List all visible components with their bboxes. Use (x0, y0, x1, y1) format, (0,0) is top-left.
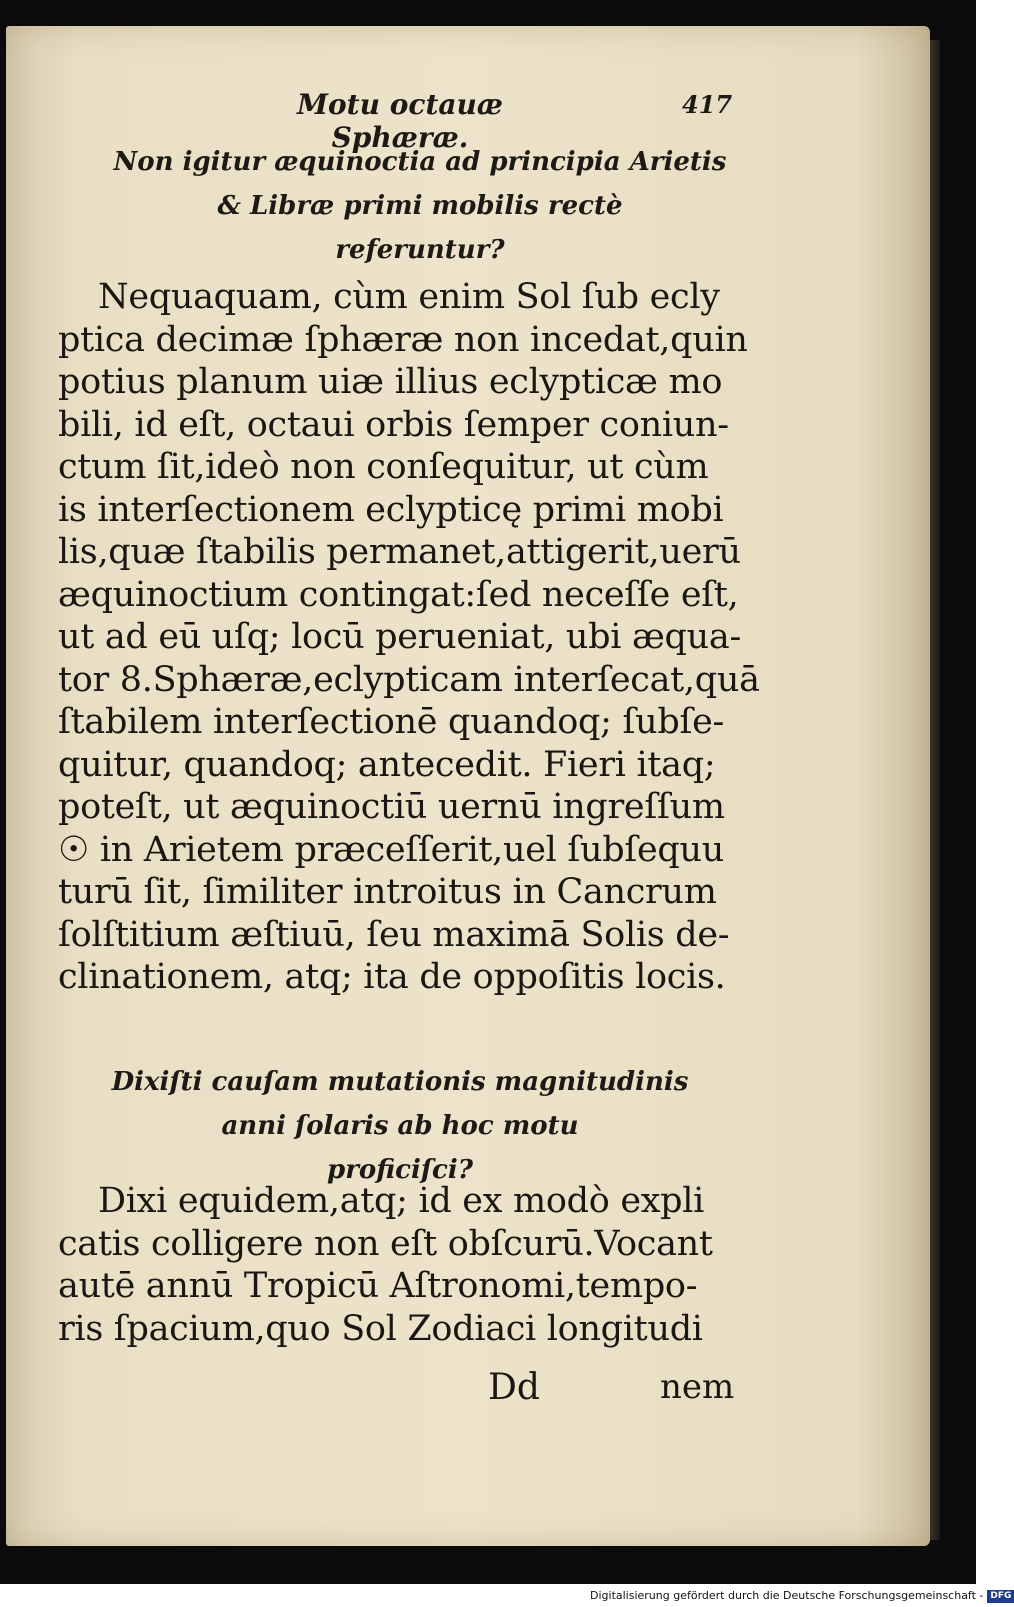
question-heading-2 (90, 1060, 710, 1192)
text-line: poteſt, ut æquinoctiū uernū ingreſſum (58, 787, 725, 827)
text-line: ris ſpacium,quo Sol Zodiaci longitudi (58, 1308, 703, 1349)
text-line: turū ſit, ſimiliter introitus in Cancrum (58, 872, 717, 912)
credit-text: Digitalisierung gefördert durch die Deutsche Forschungsgemeinschaft - (590, 1589, 984, 1602)
page-edge (930, 40, 940, 1540)
text-line: catis colligere non eſt obſcurū.Vocant (58, 1223, 713, 1264)
text-line: ptica decimæ ſphæræ non incedat,quin (58, 319, 748, 360)
text-line: tor 8.Sphæræ,eclypticam interſecat,quā (58, 659, 760, 700)
text-line: quitur, quandoq; antecedit. Fieri itaq; (58, 744, 716, 785)
question-line: proficiſci? (327, 1155, 473, 1185)
text-line: Dixi equidem,atq; id ex modò expli (98, 1181, 705, 1221)
text-line: æquinoctium contingat:ſed neceſſe eſt, (58, 574, 739, 615)
text-line: lis,quæ ſtabilis permanet,attigerit,uerū (58, 532, 741, 572)
text-line: ctum ſit,ideò non conſequitur, ut cùm (58, 447, 709, 487)
text-line: potius planum uiæ illius eclypticæ mo (58, 362, 723, 402)
text-line: ut ad eū uſq; locū perueniat, ubi æqua- (58, 617, 741, 657)
text-line: ſolſtitium æſtiuū, ſeu maximā Solis de- (58, 914, 730, 955)
question-line: & Libræ primi mobilis rectè (217, 191, 623, 221)
page-number: 417 (682, 90, 733, 119)
text-line: ſtabilem interſectionē quandoq; ſubſe- (58, 702, 725, 742)
text-line: ☉ in Arietem præceſſerit,uel ſubſequu (58, 829, 724, 870)
text-line: autē annū Tropicū Aſtronomi,tempo- (58, 1266, 698, 1306)
dfg-logo: DFG (987, 1590, 1014, 1603)
answer-paragraph-1 (58, 276, 760, 999)
answer-paragraph-2 (58, 1180, 748, 1350)
question-heading-1 (110, 140, 730, 272)
text-line: bili, id eſt, octaui orbis ſemper coniun- (58, 404, 729, 445)
text-line: is interſectionem eclypticę primi mobi (58, 489, 724, 530)
text-line: Nequaquam, cùm enim Sol ſub ecly (98, 277, 720, 317)
digitization-credit (590, 1588, 1012, 1604)
text-line: clinationem, atq; ita de oppoſitis locis. (58, 957, 726, 997)
question-line: Dixiſti cauſam mutationis magnitudinis (111, 1067, 689, 1097)
question-line: anni ſolaris ab hoc motu (221, 1111, 579, 1141)
question-line: Non igitur æquinoctia ad principia Arietis (113, 147, 727, 177)
question-line: referuntur? (335, 235, 505, 265)
running-title: Motu octauæ Sphæræ. (297, 88, 503, 154)
catchword: nem (660, 1367, 735, 1407)
signature-mark: Dd (488, 1367, 540, 1408)
